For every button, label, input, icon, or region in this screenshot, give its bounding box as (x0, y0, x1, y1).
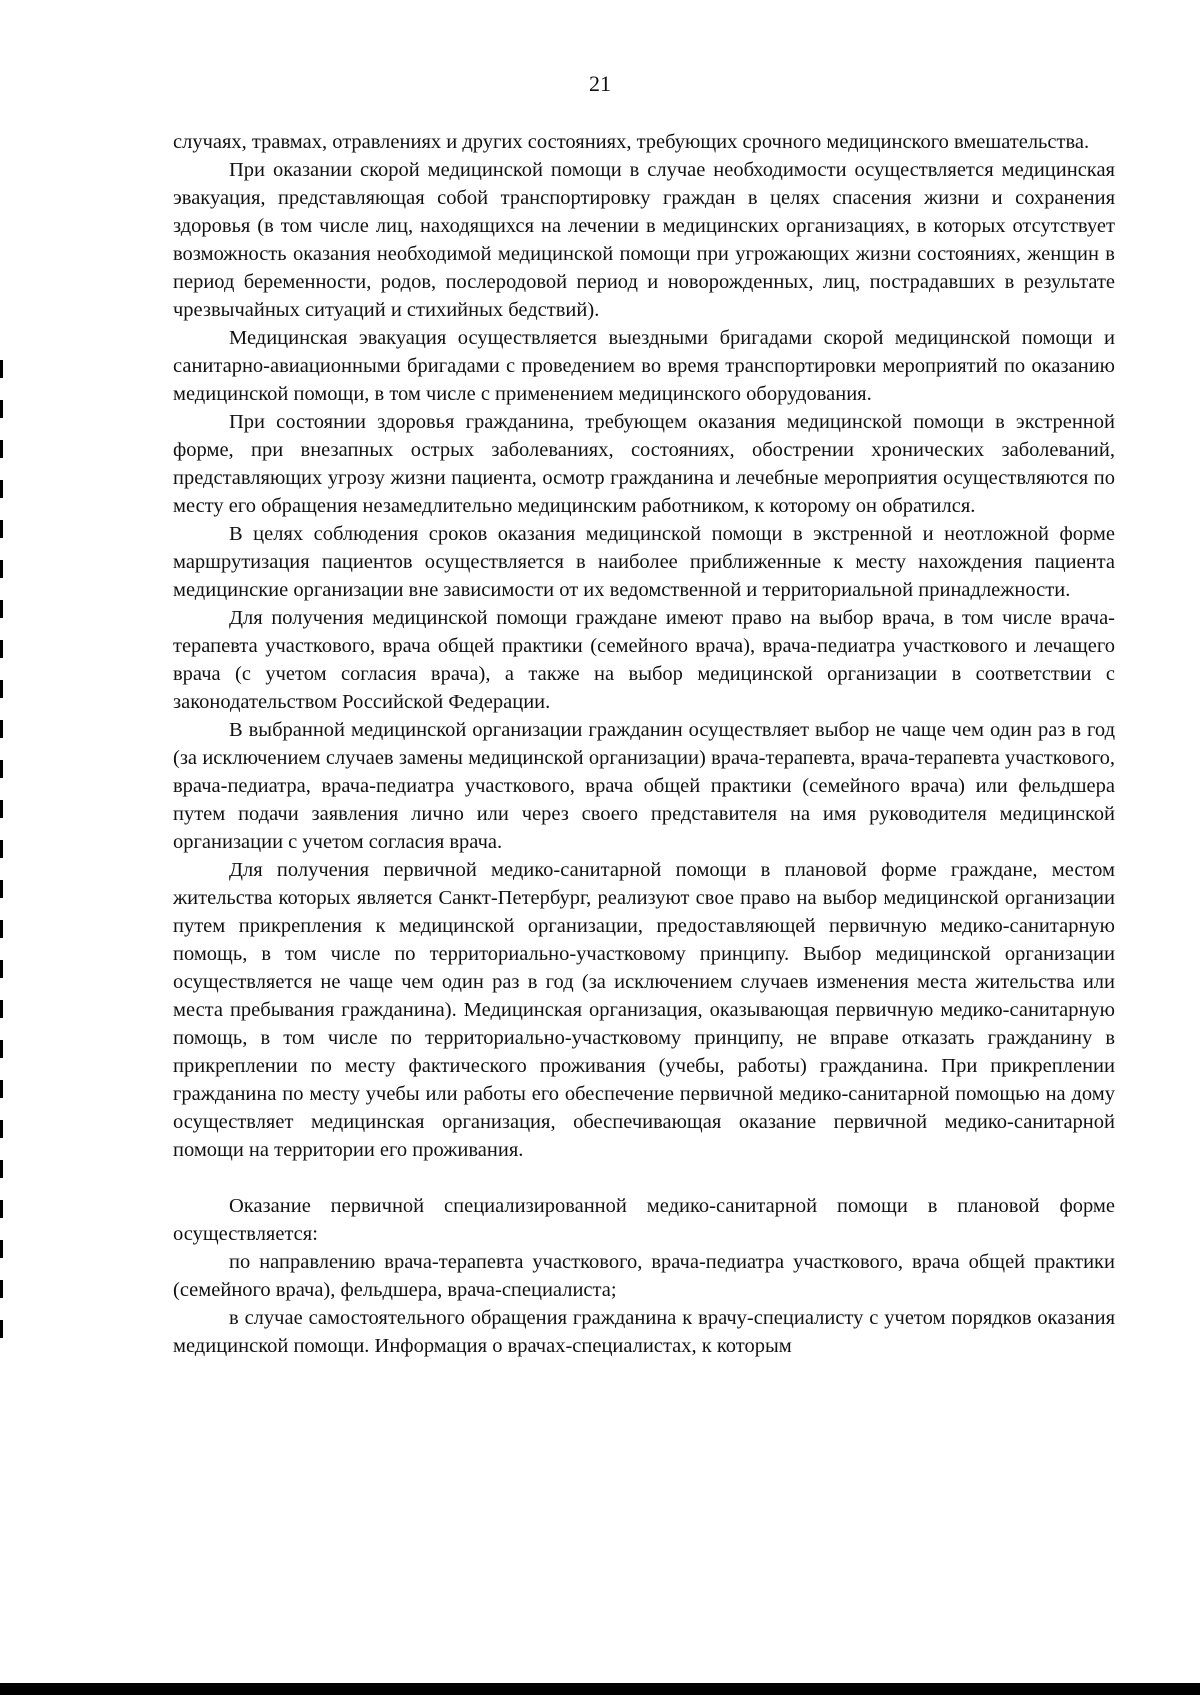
paragraph-gap (173, 1164, 1115, 1192)
paragraph-doctor-choice: Для получения медицинской помощи граждане имеют право на выбор врача, в том числе врача-терапевта участкового, врача общей практики (семейного врача), врача-педиатра участкового и лечащего врача (с учетом согласия врача), а также на выбор медицинской организации в соответствии с законодательством Российской Федерации. (173, 607, 1115, 713)
paragraph-ambulance-evacuation: При оказании скорой медицинской помощи в случае необходимости осуществляется медицинская эвакуация, представляющая собой транспортировку граждан в целях спасения жизни и сохранения здоровья (в том числе лиц, находящихся на лечении в медицинских организациях, в которых отсутствует возможность оказания необходимой медицинской помощи при угрожающих жизни состояниях, женщин в период беременности, родов, послеродовой период и новорожденных, лиц, пострадавших в результате чрезвычайных ситуаций и стихийных бедствий). (173, 159, 1115, 321)
paragraph-emergency-care: При состоянии здоровья гражданина, требующем оказания медицинской помощи в экстренной форме, при внезапных острых заболеваниях, состояниях, обострении хронических заболеваний, представляющих угрозу жизни пациента, осмотр гражданина и лечебные мероприятия осуществляются по месту его обращения незамедлительно медицинским работником, к которому он обратился. (173, 411, 1115, 517)
paragraph-evacuation-teams: Медицинская эвакуация осуществляется выездными бригадами скорой медицинской помощи и санитарно-авиационными бригадами с проведением во время транспортировки мероприятий по оказанию медицинской помощи, в том числе с применением медицинского оборудования. (173, 327, 1115, 405)
paragraph-routing: В целях соблюдения сроков оказания медицинской помощи в экстренной и неотложной форме маршрутизация пациентов осуществляется в наиболее приближенные к месту нахождения пациента медицинские организации вне зависимости от их ведомственной и территориальной принадлежности. (173, 523, 1115, 601)
paragraph-continuation: случаях, травмах, отравлениях и других состояниях, требующих срочного медицинского вмешательства. (173, 131, 1090, 153)
document-body (173, 128, 1115, 1360)
list-item-referral: по направлению врача-терапевта участкового, врача-педиатра участкового, врача общей практики (семейного врача), фельдшера, врача-специалиста; (173, 1251, 1115, 1301)
page-number: 21 (589, 71, 611, 96)
scan-edge-artifact (0, 360, 3, 1360)
list-item-self-referral: в случае самостоятельного обращения гражданина к врачу-специалисту с учетом порядков оказания медицинской помощи. Информация о врачах-специалистах, к которым (173, 1307, 1115, 1357)
paragraph-doctor-selection-frequency: В выбранной медицинской организации гражданин осуществляет выбор не чаще чем один раз в год (за исключением случаев замены медицинской организации) врача-терапевта, врача-терапевта участкового, врача-педиатра, врача-педиатра участкового, врача общей практики (семейного врача) или фельдшера путем подачи заявления лично или через своего представителя на имя руководителя медицинской организации с учетом согласия врача. (173, 719, 1115, 853)
paragraph-specialized-care: Оказание первичной специализированной медико-санитарной помощи в плановой форме осуществляется: (173, 1195, 1115, 1245)
scan-bottom-border (0, 1683, 1200, 1695)
paragraph-primary-care-attachment: Для получения первичной медико-санитарной помощи в плановой форме граждане, местом жительства которых является Санкт-Петербург, реализуют свое право на выбор медицинской организации путем прикрепления к медицинской организации, предоставляющей первичную медико-санитарную помощь, в том числе по территориально-участковому принципу. Выбор медицинской организации осуществляется не чаще чем один раз в год (за исключением случаев изменения места жительства или места пребывания гражданина). Медицинская организация, оказывающая первичную медико-санитарную помощь, в том числе по территориально-участковому принципу, не вправе отказать гражданину в прикреплении по месту фактического проживания (учебы, работы) гражданина. При прикреплении гражданина по месту учебы или работы его обеспечение первичной медико-санитарной помощью на дому осуществляет медицинская организация, обеспечивающая оказание первичной медико-санитарной помощи на территории его проживания. (173, 859, 1115, 1161)
